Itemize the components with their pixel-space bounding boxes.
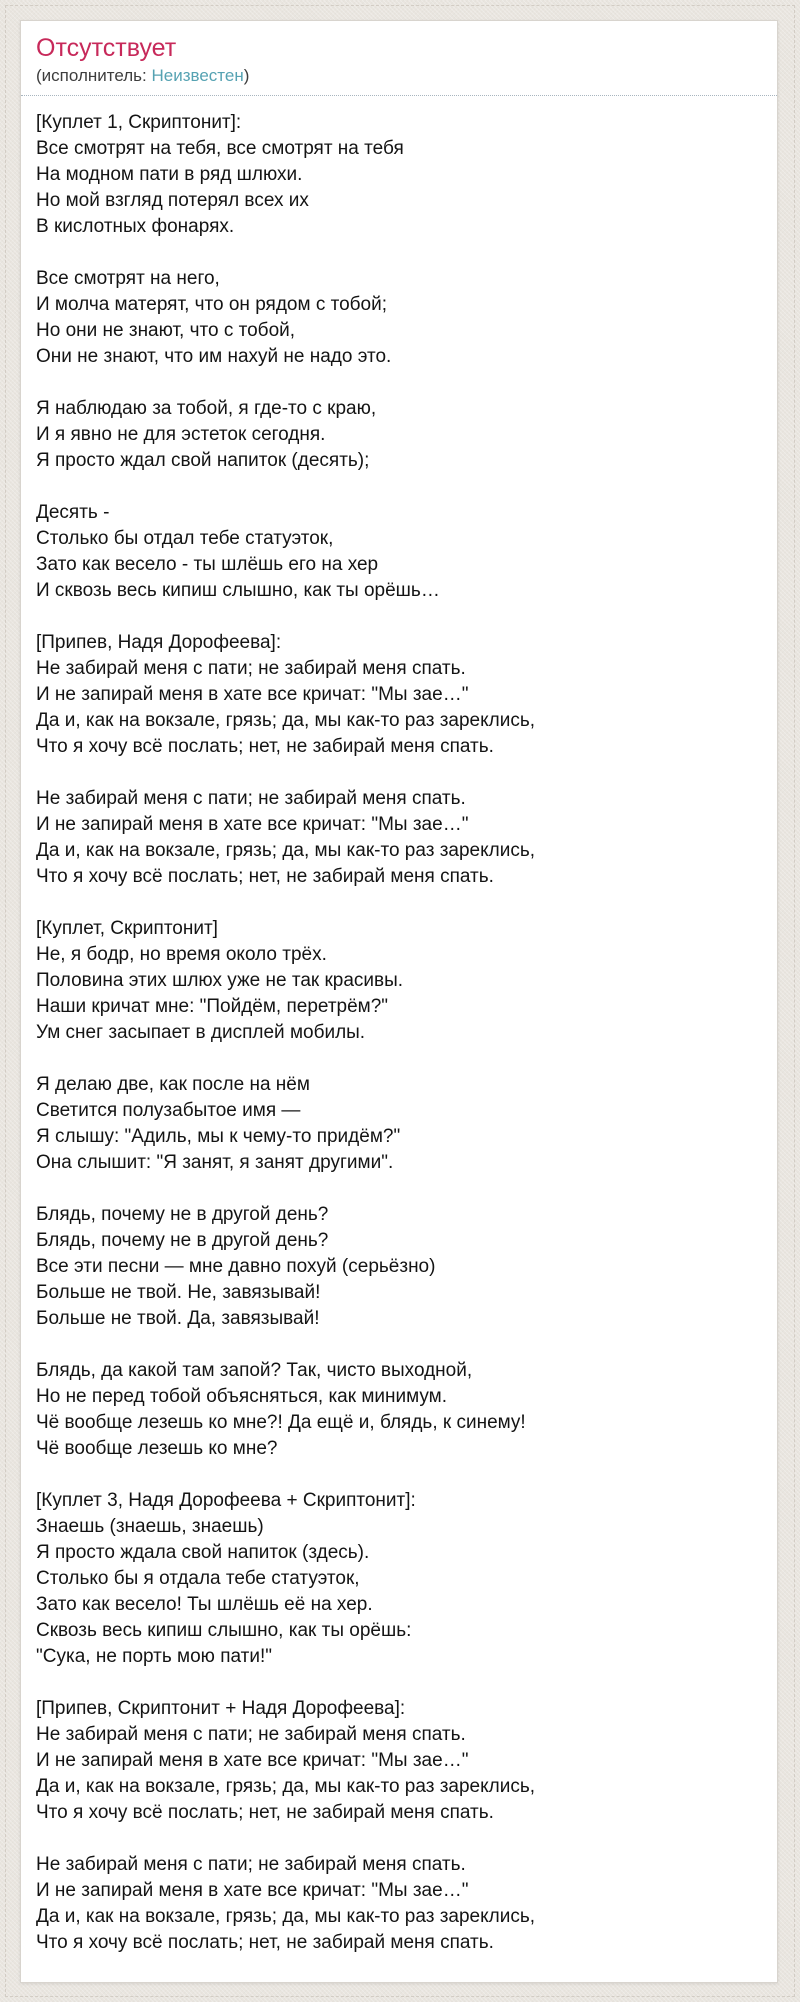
lyrics-line: [Припев, Надя Дорофеева]: <box>36 632 282 653</box>
lyrics-line: Не забирай меня с пати; не забирай меня спать. <box>36 788 466 809</box>
lyrics-stanza <box>36 1852 762 1956</box>
lyrics-line: Но не перед тобой объясняться, как минимум. <box>36 1386 448 1407</box>
lyrics-line: Не забирай меня с пати; не забирай меня спать. <box>36 1854 466 1875</box>
lyrics-stanza <box>36 916 762 1046</box>
lyrics-line: Сквозь весь кипиш слышно, как ты орёшь: <box>36 1620 412 1641</box>
lyrics-line: [Припев, Скриптонит + Надя Дорофеева]: <box>36 1698 406 1719</box>
lyrics-line: Не забирай меня с пати; не забирай меня спать. <box>36 1724 466 1745</box>
lyrics-line: В кислотных фонарях. <box>36 216 235 237</box>
lyrics-line: Столько бы я отдала тебе статуэток, <box>36 1568 360 1589</box>
lyrics-line: Блядь, почему не в другой день? <box>36 1230 329 1251</box>
lyrics-line: "Сука, не порть мою пати!" <box>36 1646 272 1667</box>
lyrics-line: Что я хочу всё послать; нет, не забирай меня спать. <box>36 1932 494 1953</box>
lyrics-line: Все смотрят на него, <box>36 268 220 289</box>
lyrics-line: Ум снег засыпает в дисплей мобилы. <box>36 1022 366 1043</box>
lyrics-line: Чё вообще лезешь ко мне? <box>36 1438 278 1459</box>
lyrics-line: И не запирай меня в хате все кричат: "Мы зае…" <box>36 1880 469 1901</box>
lyrics-line: Что я хочу всё послать; нет, не забирай меня спать. <box>36 866 494 887</box>
lyrics-line: И не запирай меня в хате все кричат: "Мы зае…" <box>36 814 469 835</box>
lyrics-stanza <box>36 266 762 370</box>
lyrics-line: Больше не твой. Не, завязывай! <box>36 1282 321 1303</box>
lyrics-line: Да и, как на вокзале, грязь; да, мы как-то раз зареклись, <box>36 840 536 861</box>
lyrics-line: Зато как весело! Ты шлёшь её на хер. <box>36 1594 373 1615</box>
lyrics-line: Она слышит: "Я занят, я занят другими". <box>36 1152 394 1173</box>
song-header <box>21 21 777 96</box>
artist-link[interactable]: Неизвестен <box>151 66 244 85</box>
lyrics-line: И сквозь весь кипиш слышно, как ты орёшь… <box>36 580 440 601</box>
lyrics-line: Они не знают, что им нахуй не надо это. <box>36 346 392 367</box>
lyrics-line: На модном пати в ряд шлюхи. <box>36 164 303 185</box>
lyrics-line: Знаешь (знаешь, знаешь) <box>36 1516 264 1537</box>
lyrics-line: Не забирай меня с пати; не забирай меня спать. <box>36 658 466 679</box>
song-title: Отсутствует <box>36 34 177 62</box>
lyrics-line: Но они не знают, что с тобой, <box>36 320 296 341</box>
lyrics-line: Я просто ждал свой напиток (десять); <box>36 450 370 471</box>
lyrics-line: Зато как весело - ты шлёшь его на хер <box>36 554 379 575</box>
lyrics-stanza <box>36 1202 762 1332</box>
lyrics-line: И молча матерят, что он рядом с тобой; <box>36 294 388 315</box>
lyrics-line: Что я хочу всё послать; нет, не забирай меня спать. <box>36 1802 494 1823</box>
lyrics-stanza <box>36 1072 762 1176</box>
lyrics-line: Наши кричат мне: "Пойдём, перетрём?" <box>36 996 389 1017</box>
lyrics-line: [Куплет 3, Надя Дорофеева + Скриптонит]: <box>36 1490 416 1511</box>
lyrics-line: [Куплет, Скриптонит] <box>36 918 218 939</box>
lyrics-line: Все смотрят на тебя, все смотрят на тебя <box>36 138 404 159</box>
lyrics-line: Блядь, да какой там запой? Так, чисто выходной, <box>36 1360 473 1381</box>
lyrics-line: И не запирай меня в хате все кричат: "Мы зае…" <box>36 1750 469 1771</box>
lyrics-stanza <box>36 1488 762 1670</box>
lyrics-line: Да и, как на вокзале, грязь; да, мы как-то раз зареклись, <box>36 1906 536 1927</box>
lyrics-card <box>20 20 778 1983</box>
lyrics-stanza <box>36 396 762 474</box>
lyrics-stanza <box>36 786 762 890</box>
lyrics-line: И я явно не для эстеток сегодня. <box>36 424 326 445</box>
lyrics-line: Я просто ждала свой напиток (здесь). <box>36 1542 370 1563</box>
lyrics-line: Блядь, почему не в другой день? <box>36 1204 329 1225</box>
artist-label-suffix: ) <box>243 66 250 85</box>
lyrics-line: Столько бы отдал тебе статуэток, <box>36 528 334 549</box>
lyrics-line: Половина этих шлюх уже не так красивы. <box>36 970 404 991</box>
artist-line <box>36 66 762 86</box>
lyrics-line: Да и, как на вокзале, грязь; да, мы как-то раз зареклись, <box>36 1776 536 1797</box>
lyrics-line: Светится полузабытое имя — <box>36 1100 301 1121</box>
lyrics-stanza <box>36 1696 762 1826</box>
lyrics-line: Все эти песни — мне давно похуй (серьёзно) <box>36 1256 436 1277</box>
lyrics-line: Да и, как на вокзале, грязь; да, мы как-то раз зареклись, <box>36 710 536 731</box>
lyrics-line: Десять - <box>36 502 110 523</box>
lyrics-stanza <box>36 500 762 604</box>
lyrics-line: [Куплет 1, Скриптонит]: <box>36 112 242 133</box>
lyrics-text <box>21 96 777 1982</box>
lyrics-stanza <box>36 630 762 760</box>
lyrics-line: Я делаю две, как после на нём <box>36 1074 310 1095</box>
lyrics-line: Не, я бодр, но время около трёх. <box>36 944 327 965</box>
lyrics-line: Я наблюдаю за тобой, я где-то с краю, <box>36 398 377 419</box>
lyrics-line: Но мой взгляд потерял всех их <box>36 190 309 211</box>
lyrics-line: Чё вообще лезешь ко мне?! Да ещё и, блядь, к синему! <box>36 1412 526 1433</box>
lyrics-line: И не запирай меня в хате все кричат: "Мы зае…" <box>36 684 469 705</box>
lyrics-stanza <box>36 110 762 240</box>
lyrics-stanza <box>36 1358 762 1462</box>
lyrics-line: Больше не твой. Да, завязывай! <box>36 1308 320 1329</box>
lyrics-line: Что я хочу всё послать; нет, не забирай меня спать. <box>36 736 494 757</box>
artist-label-prefix: (исполнитель: <box>36 66 152 85</box>
lyrics-line: Я слышу: "Адиль, мы к чему-то придём?" <box>36 1126 401 1147</box>
